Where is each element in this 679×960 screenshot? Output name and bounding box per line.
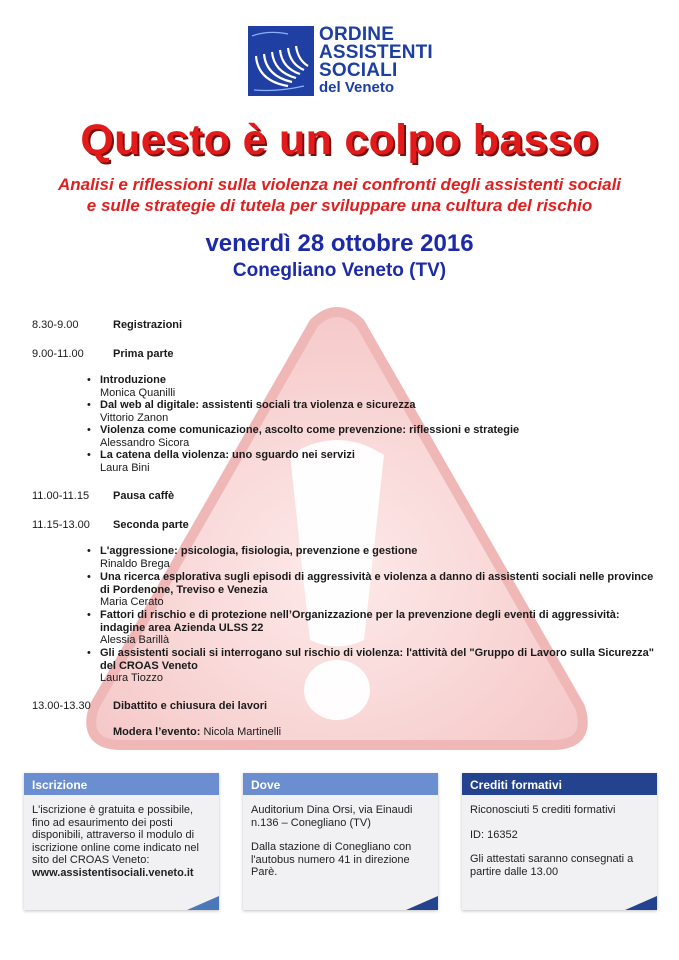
bullet-icon: •	[87, 571, 91, 583]
talk-speaker: Rinaldo Brega	[100, 557, 170, 570]
list-item	[87, 571, 660, 609]
talk-title: Gli assistenti sociali si interrogano sul rischio di violenza: l'attività del "Gruppo di Lavoro sulla Sicurezza" del CROAS Veneto	[100, 647, 655, 672]
talk-title: Una ricerca esplorativa sugli episodi di aggressività e violenza a danno di assistenti sociali nelle province di Pordenone, Treviso e Venezia	[100, 571, 654, 596]
box-body	[243, 795, 438, 900]
subtitle-line-1: Analisi e riflessioni sulla violenza nei confronti degli assistenti sociali	[57, 175, 622, 194]
bullet-icon: •	[87, 647, 91, 659]
talk-speaker: Alessandro Sicora	[100, 436, 190, 449]
list-item	[87, 374, 660, 399]
time: 11.00-11.15	[32, 490, 90, 502]
list-item	[87, 609, 660, 647]
box-body	[462, 795, 657, 899]
session-label: Pausa caffè	[113, 490, 175, 502]
box-title: Crediti formativi	[462, 773, 657, 795]
talk-speaker: Laura Tiozzo	[100, 672, 163, 684]
talk-speaker: Laura Bini	[100, 461, 150, 474]
box-text: Auditorium Dina Orsi, via Einaudi n.136 – Conegliano (TV)	[251, 804, 413, 829]
time: 9.00-11.00	[32, 348, 84, 360]
list-item	[87, 647, 660, 685]
logo-line-2: ASSISTENTI	[319, 42, 433, 63]
box-text: Riconosciuti 5 crediti formativi	[470, 804, 616, 816]
box-title: Dove	[243, 773, 438, 795]
box-dove	[243, 773, 438, 910]
bullet-icon: •	[87, 449, 91, 461]
list-item	[87, 545, 660, 570]
box-text: Dalla stazione di Conegliano con l'autobus numero 41 in direzione Parè.	[251, 841, 412, 878]
box-crediti	[462, 773, 657, 910]
corner-decoration	[625, 896, 657, 910]
corner-decoration	[187, 896, 219, 910]
session-label: Dibattito e chiusura dei lavori	[113, 700, 268, 712]
time: 8.30-9.00	[32, 319, 79, 331]
page-title: Questo è un colpo basso	[80, 116, 599, 164]
moderator	[113, 726, 281, 739]
talk-title: Violenza come comunicazione, ascolto come prevenzione: riflessioni e strategie	[100, 424, 520, 436]
bullet-icon: •	[87, 609, 91, 621]
box-text: ID: 16352	[470, 828, 518, 841]
event-date: venerdì 28 ottobre 2016	[205, 230, 474, 257]
time: 11.15-13.00	[32, 519, 90, 531]
talk-title: Dal web al digitale: assistenti sociali tra violenza e sicurezza	[100, 399, 416, 411]
box-body	[24, 795, 219, 888]
bullet-icon: •	[87, 374, 91, 386]
session-label: Prima parte	[113, 348, 174, 360]
logo-line-1: ORDINE	[319, 24, 395, 45]
bullet-icon: •	[87, 399, 91, 411]
talk-speaker: Maria Cerato	[100, 596, 164, 608]
box-title: Iscrizione	[24, 773, 219, 795]
corner-decoration	[406, 896, 438, 910]
box-iscrizione	[24, 773, 219, 910]
moderator-name: Nicola Martinelli	[203, 726, 282, 738]
talk-speaker: Monica Quanilli	[100, 386, 176, 399]
logo-line-3: SOCIALI	[319, 60, 398, 81]
session-label: Seconda parte	[113, 519, 189, 531]
bullet-icon: •	[87, 424, 91, 436]
talk-speaker: Vittorio Zanon	[100, 411, 169, 424]
talk-title: Introduzione	[100, 374, 166, 386]
box-text: L'iscrizione è gratuita e possibile, fino ad esaurimento dei posti disponibili, attraverso il modulo di iscrizione online come indicato nel sito del CROAS Veneto:	[32, 804, 199, 866]
moderator-label: Modera l’evento:	[113, 726, 201, 738]
talk-title: La catena della violenza: uno sguardo nei servizi	[100, 449, 355, 461]
event-place: Conegliano Veneto (TV)	[232, 260, 447, 281]
talk-title: Fattori di rischio e di protezione nell’Organizzazione per la prevenzione degli eventi di aggressività: indagine area Azienda ULSS 22	[100, 609, 620, 634]
subtitle-line-2: e sulle strategie di tutela per sviluppare una cultura del rischio	[86, 196, 593, 215]
time: 13.00-13.30	[32, 700, 91, 712]
list-item	[87, 449, 660, 474]
list-item	[87, 399, 660, 424]
box-text: Gli attestati saranno consegnati a partire dalle 13.00	[470, 853, 634, 878]
bullet-icon: •	[87, 545, 91, 557]
list-item	[87, 424, 660, 449]
talk-title: L'aggressione: psicologia, fisiologia, prevenzione e gestione	[100, 545, 418, 557]
session-label: Registrazioni	[113, 319, 183, 331]
talk-speaker: Alessia Barillà	[100, 634, 170, 646]
website-link[interactable]: www.assistentisociali.veneto.it	[32, 866, 194, 879]
logo-subline: del Veneto	[319, 79, 395, 96]
